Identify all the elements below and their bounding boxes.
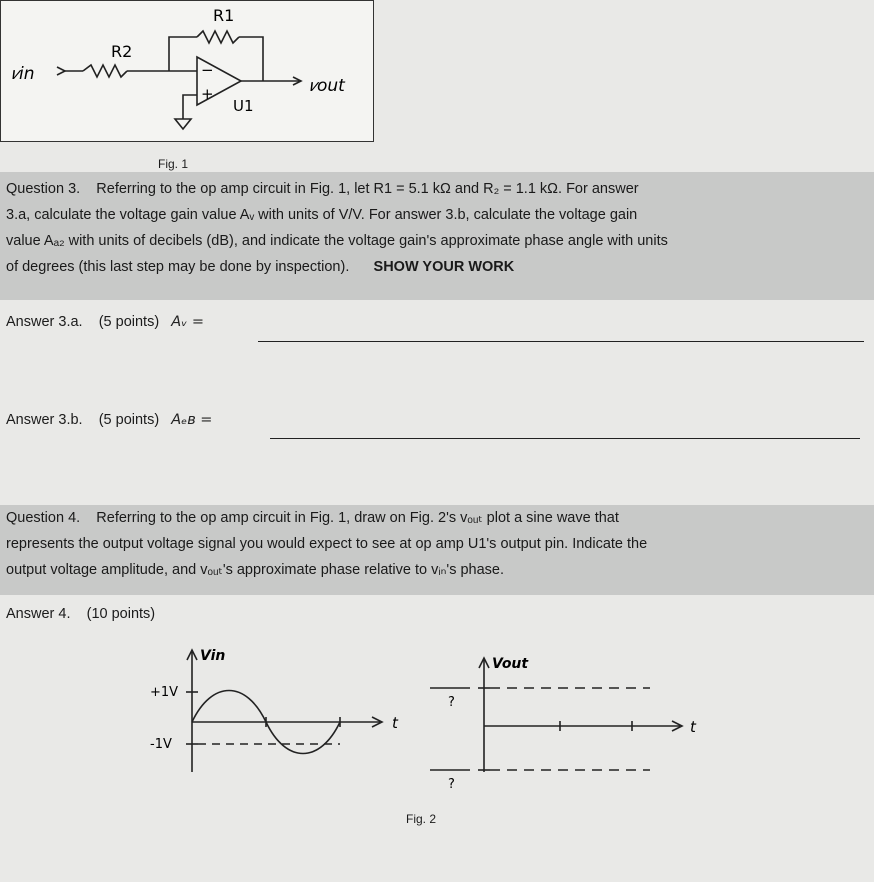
question4-number: Question 4. [6,510,81,526]
vin-neg-label: -1V [150,737,172,752]
minus-sign: − [201,61,214,79]
question4-line3: output voltage amplitude, and vₒᵤₜ's approximate phase relative to vᵢₙ's phase. [6,562,505,578]
answer3b-label: Answer 3.b. [6,412,83,428]
answer3a-points: (5 points) [98,314,160,330]
answer3b-points: (5 points) [98,412,160,428]
question4-line2: represents the output voltage signal you would expect to see at op amp U1's output pin. Indicate the [6,536,648,552]
question4-line1: Referring to the op amp circuit in Fig. 1, draw on Fig. 2's vₒᵤₜ plot a sine wave that [96,510,619,526]
show-work-label: SHOW YOUR WORK [373,259,515,275]
answer3b-row [6,412,212,428]
answer4-points: (10 points) [86,606,156,622]
vin-t-label: t [392,714,398,732]
r2-label: R2 [111,42,133,61]
r1-label: R1 [213,6,235,25]
feedback-wire-right [239,37,263,81]
u1-label: U1 [233,97,254,115]
question3-line2: 3.a, calculate the voltage gain value Aᵥ with units of V/V. For answer 3.b, calculate the voltage gain [6,207,638,223]
answer3b-expr: Aₑʙ = [171,412,213,428]
vin-axis-label: Vin [200,648,226,664]
r1-resistor [197,31,239,43]
fig1-caption: Fig. 1 [158,157,189,171]
vout-t-label: t [690,718,696,736]
ground-icon [175,119,191,129]
noninverting-wire [183,95,197,119]
vin-label: 𝑣in [11,64,35,84]
question3-number: Question 3. [6,181,81,197]
circuit-figure [0,0,374,142]
question3-line1: Referring to the op amp circuit in Fig. 1, let R1 = 5.1 kΩ and R₂ = 1.1 kΩ. For answer [96,181,639,197]
feedback-wire-left [169,37,197,71]
r2-resistor [83,65,127,77]
question3-line3: value Aₐ₂ with units of decibels (dB), and indicate the voltage gain's approximate phase angle with units [6,233,668,249]
vout-top-question: ? [448,695,455,710]
plus-sign: + [201,85,214,103]
vout-bottom-question: ? [448,777,455,792]
question3-line4: of degrees (this last step may be done by inspection). [6,259,350,275]
question4-text [6,505,866,583]
question3-text [6,176,866,280]
fig2-caption: Fig. 2 [406,812,437,826]
vout-axis-label: Vout [492,656,529,672]
answer3a-label: Answer 3.a. [6,314,83,330]
vin-pos-label: +1V [150,685,179,700]
answer4-row [6,606,155,622]
answer3a-row [6,314,204,330]
vout-label: 𝑣out [309,76,345,96]
vin-arrow [57,67,65,75]
fig2-plots [0,640,874,810]
answer4-label: Answer 4. [6,606,71,622]
answer3b-blank[interactable] [270,438,860,439]
answer3a-expr: Aᵥ = [171,314,204,330]
answer3a-blank[interactable] [258,341,864,342]
op-amp-circuit-schematic [1,1,373,141]
